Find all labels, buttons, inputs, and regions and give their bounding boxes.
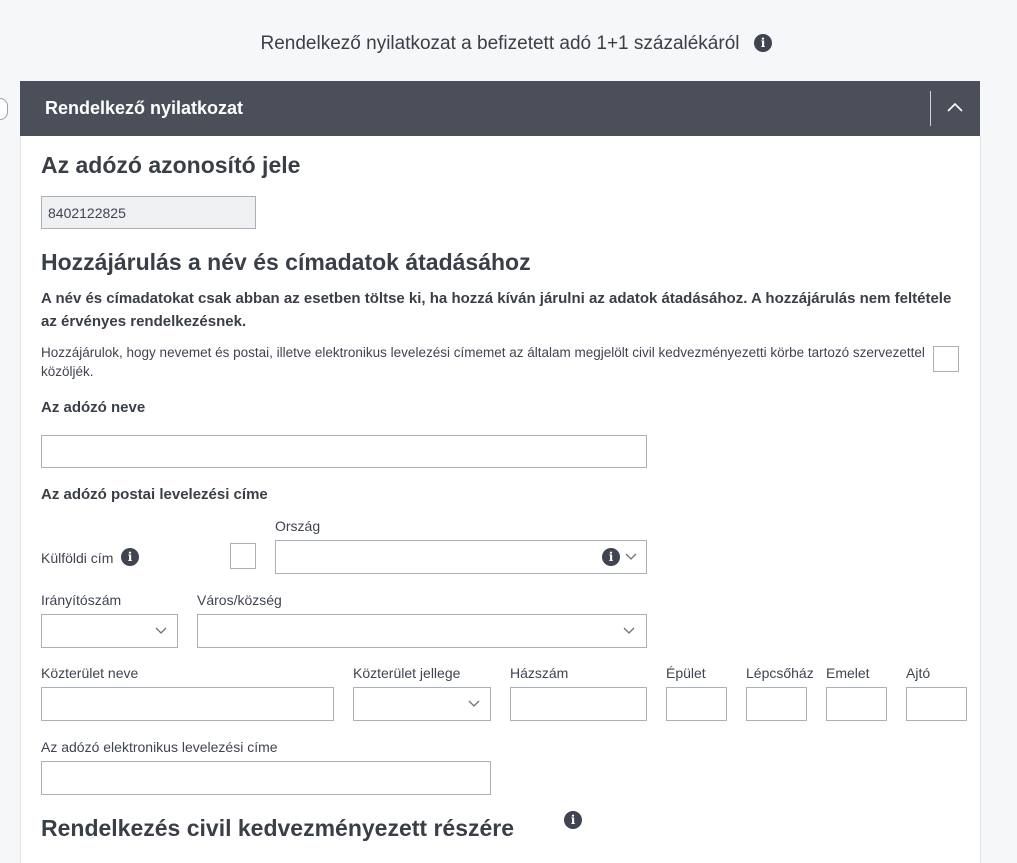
city-label: Város/község [197,592,282,608]
panel-body [20,136,981,863]
chevron-down-icon [155,627,167,635]
consent-heading: Hozzájárulás a név és címadatok átadásához [41,249,531,275]
street-type-select[interactable] [353,687,491,721]
email-input[interactable] [41,761,491,795]
consent-note: A név és címadatokat csak abban az esetben töltse ki, ha hozzá kíván járulni az adatok átadásához. A hozzájárulás nem feltétele az érvényes rendelkezésnek. [41,290,952,330]
consent-checkbox-text: Hozzájárulok, hogy nevemet és postai, illetve elektronikus levelezési címemet az általam megjelölt civil kedvezményezetti körbe tartozó szervezettel közöljék. [41,345,925,379]
country-select[interactable] [275,540,647,574]
page-title-text: Rendelkező nyilatkozat a befizetett adó 1+1 százalékáról [260,33,740,54]
foreign-address-info-icon[interactable]: i [121,548,139,566]
city-select[interactable] [197,614,647,648]
foreign-address-label: Külföldi cím [41,550,114,566]
door-label: Ajtó [906,665,931,681]
panel-title: Rendelkező nyilatkozat [45,98,244,118]
panel-header[interactable] [20,81,980,136]
info-icon[interactable]: i [754,34,772,52]
side-tab-handle[interactable] [0,98,8,120]
beneficiary-info-icon[interactable]: i [564,811,582,829]
name-input[interactable] [41,435,647,468]
taxpayer-id-heading: Az adózó azonosító jele [41,152,301,178]
chevron-down-icon [468,700,480,708]
door-input[interactable] [906,687,967,721]
chevron-down-icon [625,553,637,561]
name-label: Az adózó neve [41,399,146,416]
postal-heading: Az adózó postai levelezési címe [41,486,268,503]
country-label: Ország [275,518,321,534]
house-number-input[interactable] [510,687,647,721]
floor-input[interactable] [826,687,887,721]
chevron-down-icon [623,627,635,635]
page-title [0,33,1000,55]
staircase-label: Lépcsőház [746,665,814,681]
country-info-icon[interactable]: i [602,548,620,566]
building-label: Épület [666,665,706,681]
building-input[interactable] [666,687,727,721]
consent-checkbox[interactable] [933,346,959,372]
header-divider [930,91,931,126]
floor-label: Emelet [826,665,870,681]
foreign-address-checkbox[interactable] [230,543,256,569]
zip-label: Irányítószám [41,592,122,608]
beneficiary-heading: Rendelkezés civil kedvezményezett részére [41,815,515,841]
email-label: Az adózó elektronikus levelezési címe [41,739,278,755]
house-number-label: Házszám [510,665,569,681]
staircase-input[interactable] [746,687,807,721]
zip-select[interactable] [41,614,178,648]
street-label: Közterület neve [41,665,139,681]
street-input[interactable] [41,687,334,721]
chevron-up-icon[interactable] [945,98,965,118]
street-type-label: Közterület jellege [353,665,461,681]
taxpayer-id-field[interactable] [41,196,256,229]
